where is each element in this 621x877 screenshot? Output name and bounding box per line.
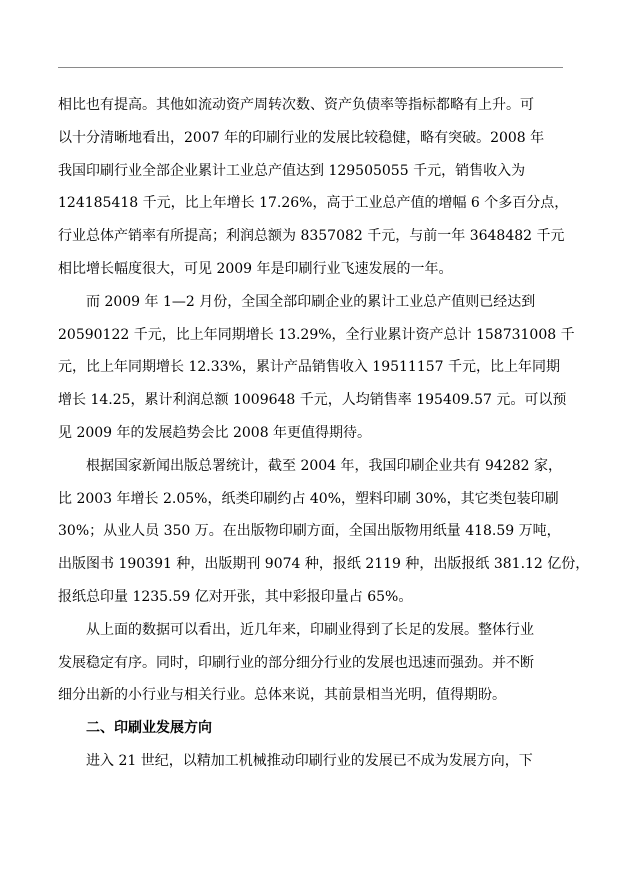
paragraph-2-line-4: 增长 14.25，累计利润总额 1009648 千元，人均销售率 195409.57 元。可以预 <box>58 392 567 409</box>
paragraph-5-line-1: 进入 21 世纪，以精加工机械推动印刷行业的发展已不成为发展方向，下 <box>86 752 533 769</box>
paragraph-1-line-5: 行业总体产销率有所提高；利润总额为 8357082 千元，与前一年 3648482 千元 <box>58 228 565 245</box>
paragraph-2-line-3: 元，比上年同期增长 12.33%，累计产品销售收入 19511157 千元，比上年同期 <box>58 359 560 376</box>
paragraph-4-line-3: 细分出新的小行业与相关行业。总体来说，其前景相当光明，值得期盼。 <box>58 687 506 704</box>
paragraph-4-line-1: 从上面的数据可以看出，近几年来，印刷业得到了长足的发展。整体行业 <box>86 621 534 638</box>
paragraph-2-line-2: 20590122 千元，比上年同期增长 13.29%，全行业累计资产总计 158731008 千 <box>58 326 575 343</box>
document-body <box>58 89 590 778</box>
paragraph-4-line-2: 发展稳定有序。同时，印刷行业的部分细分行业的发展也迅速而强劲。并不断 <box>58 654 534 671</box>
paragraph-1-line-2: 以十分清晰地看出，2007 年的印刷行业的发展比较稳健，略有突破。2008 年 <box>58 129 545 146</box>
paragraph-3-line-1: 根据国家新闻出版总署统计，截至 2004 年，我国印刷企业共有 94282 家， <box>86 457 562 474</box>
paragraph-1-line-3: 我国印刷行业全部企业累计工业总产值达到 129505055 千元，销售收入为 <box>58 162 526 179</box>
section-heading: 二、印刷业发展方向 <box>86 720 212 737</box>
header-rule <box>58 67 563 68</box>
paragraph-3-line-3: 30%；从业人员 350 万。在出版物印刷方面，全国出版物用纸量 418.59 万吨， <box>58 523 561 540</box>
paragraph-2-line-5: 见 2009 年的发展趋势会比 2008 年更值得期待。 <box>58 424 372 441</box>
paragraph-2-line-1: 而 2009 年 1—2 月份，全国全部印刷企业的累计工业总产值则已经达到 <box>86 293 536 310</box>
paragraph-3-line-2: 比 2003 年增长 2.05%，纸类印刷约占 40%，塑料印刷 30%，其它类包装印刷 <box>58 490 559 507</box>
paragraph-1-line-1: 相比也有提高。其他如流动资产周转次数、资产负债率等指标都略有上升。可 <box>58 97 534 113</box>
paragraph-3-line-5: 报纸总印量 1235.59 亿对开张，其中彩报印量占 65%。 <box>58 588 413 605</box>
paragraph-1-line-4: 124185418 千元，比上年增长 17.26%，高于工业总产值的增幅 6 个多百分点， <box>58 195 569 212</box>
paragraph-1-line-6: 相比增长幅度很大，可见 2009 年是印刷行业飞速发展的一年。 <box>58 260 453 277</box>
paragraph-3-line-4: 出版图书 190391 种，出版期刊 9074 种，报纸 2119 种，出版报纸 381.12 亿份， <box>58 556 590 573</box>
